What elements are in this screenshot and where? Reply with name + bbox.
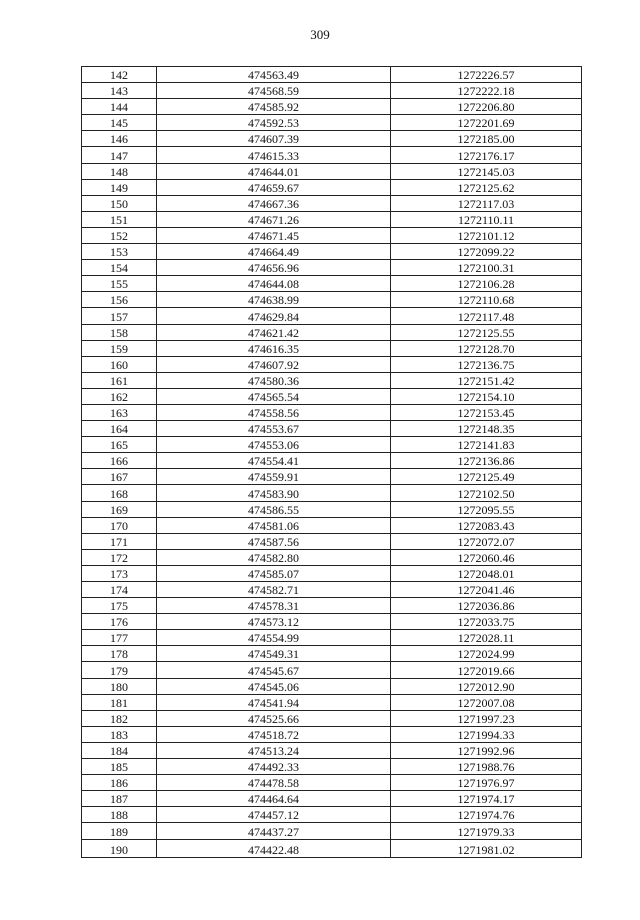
x-coordinate-cell: 474578.31 bbox=[157, 598, 391, 614]
point-number-cell: 159 bbox=[82, 340, 157, 356]
x-coordinate-cell: 474545.67 bbox=[157, 662, 391, 678]
y-coordinate-cell: 1272136.86 bbox=[391, 453, 582, 469]
x-coordinate-cell: 474644.08 bbox=[157, 276, 391, 292]
y-coordinate-cell: 1272128.70 bbox=[391, 340, 582, 356]
point-number-cell: 175 bbox=[82, 598, 157, 614]
point-number-cell: 166 bbox=[82, 453, 157, 469]
y-coordinate-cell: 1272019.66 bbox=[391, 662, 582, 678]
x-coordinate-cell: 474582.71 bbox=[157, 582, 391, 598]
y-coordinate-cell: 1272060.46 bbox=[391, 549, 582, 565]
table-row bbox=[82, 630, 582, 646]
y-coordinate-cell: 1272176.17 bbox=[391, 147, 582, 163]
table-row bbox=[82, 839, 582, 857]
y-coordinate-cell: 1272125.49 bbox=[391, 469, 582, 485]
x-coordinate-cell: 474553.06 bbox=[157, 437, 391, 453]
x-coordinate-cell: 474563.49 bbox=[157, 67, 391, 83]
y-coordinate-cell: 1272095.55 bbox=[391, 501, 582, 517]
point-number-cell: 183 bbox=[82, 726, 157, 742]
x-coordinate-cell: 474554.99 bbox=[157, 630, 391, 646]
point-number-cell: 168 bbox=[82, 485, 157, 501]
table-row bbox=[82, 276, 582, 292]
y-coordinate-cell: 1272117.03 bbox=[391, 195, 582, 211]
point-number-cell: 163 bbox=[82, 404, 157, 420]
x-coordinate-cell: 474559.91 bbox=[157, 469, 391, 485]
y-coordinate-cell: 1271992.96 bbox=[391, 742, 582, 758]
y-coordinate-cell: 1272136.75 bbox=[391, 356, 582, 372]
point-number-cell: 150 bbox=[82, 195, 157, 211]
x-coordinate-cell: 474422.48 bbox=[157, 839, 391, 857]
x-coordinate-cell: 474587.56 bbox=[157, 533, 391, 549]
table-row bbox=[82, 115, 582, 131]
y-coordinate-cell: 1271974.76 bbox=[391, 807, 582, 823]
y-coordinate-cell: 1272036.86 bbox=[391, 598, 582, 614]
x-coordinate-cell: 474565.54 bbox=[157, 388, 391, 404]
point-number-cell: 145 bbox=[82, 115, 157, 131]
x-coordinate-cell: 474671.45 bbox=[157, 227, 391, 243]
x-coordinate-cell: 474437.27 bbox=[157, 823, 391, 839]
table-row bbox=[82, 211, 582, 227]
y-coordinate-cell: 1272072.07 bbox=[391, 533, 582, 549]
table-row bbox=[82, 582, 582, 598]
x-coordinate-cell: 474664.49 bbox=[157, 244, 391, 260]
point-number-cell: 158 bbox=[82, 324, 157, 340]
x-coordinate-cell: 474667.36 bbox=[157, 195, 391, 211]
table-row bbox=[82, 195, 582, 211]
table-row bbox=[82, 324, 582, 340]
point-number-cell: 144 bbox=[82, 99, 157, 115]
y-coordinate-cell: 1271988.76 bbox=[391, 759, 582, 775]
table-row bbox=[82, 775, 582, 791]
y-coordinate-cell: 1271976.97 bbox=[391, 775, 582, 791]
point-number-cell: 169 bbox=[82, 501, 157, 517]
y-coordinate-cell: 1271979.33 bbox=[391, 823, 582, 839]
point-number-cell: 172 bbox=[82, 549, 157, 565]
x-coordinate-cell: 474478.58 bbox=[157, 775, 391, 791]
y-coordinate-cell: 1272110.68 bbox=[391, 292, 582, 308]
table-row bbox=[82, 598, 582, 614]
y-coordinate-cell: 1272153.45 bbox=[391, 404, 582, 420]
table-row bbox=[82, 726, 582, 742]
y-coordinate-cell: 1272185.00 bbox=[391, 131, 582, 147]
table-row bbox=[82, 308, 582, 324]
point-number-cell: 161 bbox=[82, 372, 157, 388]
table-row bbox=[82, 356, 582, 372]
table-row bbox=[82, 83, 582, 99]
table-row bbox=[82, 404, 582, 420]
x-coordinate-cell: 474607.92 bbox=[157, 356, 391, 372]
y-coordinate-cell: 1272024.99 bbox=[391, 646, 582, 662]
coordinate-table bbox=[81, 66, 582, 858]
point-number-cell: 156 bbox=[82, 292, 157, 308]
point-number-cell: 142 bbox=[82, 67, 157, 83]
point-number-cell: 177 bbox=[82, 630, 157, 646]
table-row bbox=[82, 340, 582, 356]
table-row bbox=[82, 131, 582, 147]
y-coordinate-cell: 1272154.10 bbox=[391, 388, 582, 404]
point-number-cell: 164 bbox=[82, 421, 157, 437]
x-coordinate-cell: 474644.01 bbox=[157, 163, 391, 179]
x-coordinate-cell: 474554.41 bbox=[157, 453, 391, 469]
y-coordinate-cell: 1272101.12 bbox=[391, 227, 582, 243]
y-coordinate-cell: 1272145.03 bbox=[391, 163, 582, 179]
table-row bbox=[82, 791, 582, 807]
y-coordinate-cell: 1271981.02 bbox=[391, 839, 582, 857]
point-number-cell: 181 bbox=[82, 694, 157, 710]
point-number-cell: 146 bbox=[82, 131, 157, 147]
x-coordinate-cell: 474549.31 bbox=[157, 646, 391, 662]
point-number-cell: 185 bbox=[82, 759, 157, 775]
point-number-cell: 149 bbox=[82, 179, 157, 195]
x-coordinate-cell: 474586.55 bbox=[157, 501, 391, 517]
x-coordinate-cell: 474607.39 bbox=[157, 131, 391, 147]
point-number-cell: 186 bbox=[82, 775, 157, 791]
point-number-cell: 167 bbox=[82, 469, 157, 485]
table-row bbox=[82, 163, 582, 179]
point-number-cell: 188 bbox=[82, 807, 157, 823]
table-row bbox=[82, 742, 582, 758]
x-coordinate-cell: 474492.33 bbox=[157, 759, 391, 775]
table-row bbox=[82, 147, 582, 163]
table-row bbox=[82, 227, 582, 243]
table-row bbox=[82, 421, 582, 437]
table-row bbox=[82, 759, 582, 775]
x-coordinate-cell: 474568.59 bbox=[157, 83, 391, 99]
point-number-cell: 180 bbox=[82, 678, 157, 694]
y-coordinate-cell: 1272102.50 bbox=[391, 485, 582, 501]
y-coordinate-cell: 1272012.90 bbox=[391, 678, 582, 694]
table-row bbox=[82, 614, 582, 630]
point-number-cell: 155 bbox=[82, 276, 157, 292]
table-row bbox=[82, 807, 582, 823]
y-coordinate-cell: 1272206.80 bbox=[391, 99, 582, 115]
x-coordinate-cell: 474580.36 bbox=[157, 372, 391, 388]
y-coordinate-cell: 1272033.75 bbox=[391, 614, 582, 630]
x-coordinate-cell: 474585.07 bbox=[157, 565, 391, 581]
page-number: 309 bbox=[310, 27, 330, 42]
y-coordinate-cell: 1272110.11 bbox=[391, 211, 582, 227]
point-number-cell: 173 bbox=[82, 565, 157, 581]
y-coordinate-cell: 1272148.35 bbox=[391, 421, 582, 437]
y-coordinate-cell: 1272125.55 bbox=[391, 324, 582, 340]
table-row bbox=[82, 99, 582, 115]
point-number-cell: 147 bbox=[82, 147, 157, 163]
table-row bbox=[82, 437, 582, 453]
x-coordinate-cell: 474558.56 bbox=[157, 404, 391, 420]
x-coordinate-cell: 474513.24 bbox=[157, 742, 391, 758]
table-row bbox=[82, 372, 582, 388]
point-number-cell: 182 bbox=[82, 710, 157, 726]
x-coordinate-cell: 474581.06 bbox=[157, 517, 391, 533]
y-coordinate-cell: 1272201.69 bbox=[391, 115, 582, 131]
point-number-cell: 151 bbox=[82, 211, 157, 227]
x-coordinate-cell: 474671.26 bbox=[157, 211, 391, 227]
y-coordinate-cell: 1271994.33 bbox=[391, 726, 582, 742]
x-coordinate-cell: 474615.33 bbox=[157, 147, 391, 163]
x-coordinate-cell: 474585.92 bbox=[157, 99, 391, 115]
x-coordinate-cell: 474545.06 bbox=[157, 678, 391, 694]
x-coordinate-cell: 474553.67 bbox=[157, 421, 391, 437]
point-number-cell: 157 bbox=[82, 308, 157, 324]
y-coordinate-cell: 1272117.48 bbox=[391, 308, 582, 324]
point-number-cell: 189 bbox=[82, 823, 157, 839]
table-row bbox=[82, 565, 582, 581]
point-number-cell: 184 bbox=[82, 742, 157, 758]
point-number-cell: 174 bbox=[82, 582, 157, 598]
x-coordinate-cell: 474621.42 bbox=[157, 324, 391, 340]
y-coordinate-cell: 1271997.23 bbox=[391, 710, 582, 726]
table-row bbox=[82, 244, 582, 260]
table-row bbox=[82, 823, 582, 839]
y-coordinate-cell: 1272007.08 bbox=[391, 694, 582, 710]
point-number-cell: 143 bbox=[82, 83, 157, 99]
y-coordinate-cell: 1272106.28 bbox=[391, 276, 582, 292]
x-coordinate-cell: 474457.12 bbox=[157, 807, 391, 823]
point-number-cell: 165 bbox=[82, 437, 157, 453]
point-number-cell: 187 bbox=[82, 791, 157, 807]
x-coordinate-cell: 474638.99 bbox=[157, 292, 391, 308]
y-coordinate-cell: 1271974.17 bbox=[391, 791, 582, 807]
table-row bbox=[82, 67, 582, 83]
y-coordinate-cell: 1272222.18 bbox=[391, 83, 582, 99]
table-row bbox=[82, 292, 582, 308]
y-coordinate-cell: 1272226.57 bbox=[391, 67, 582, 83]
y-coordinate-cell: 1272083.43 bbox=[391, 517, 582, 533]
point-number-cell: 170 bbox=[82, 517, 157, 533]
point-number-cell: 153 bbox=[82, 244, 157, 260]
x-coordinate-cell: 474582.80 bbox=[157, 549, 391, 565]
point-number-cell: 171 bbox=[82, 533, 157, 549]
x-coordinate-cell: 474629.84 bbox=[157, 308, 391, 324]
y-coordinate-cell: 1272041.46 bbox=[391, 582, 582, 598]
x-coordinate-cell: 474518.72 bbox=[157, 726, 391, 742]
coordinate-table-body bbox=[82, 67, 582, 858]
point-number-cell: 178 bbox=[82, 646, 157, 662]
table-row bbox=[82, 453, 582, 469]
point-number-cell: 154 bbox=[82, 260, 157, 276]
point-number-cell: 162 bbox=[82, 388, 157, 404]
point-number-cell: 160 bbox=[82, 356, 157, 372]
y-coordinate-cell: 1272048.01 bbox=[391, 565, 582, 581]
x-coordinate-cell: 474525.66 bbox=[157, 710, 391, 726]
y-coordinate-cell: 1272100.31 bbox=[391, 260, 582, 276]
x-coordinate-cell: 474592.53 bbox=[157, 115, 391, 131]
table-row bbox=[82, 179, 582, 195]
point-number-cell: 152 bbox=[82, 227, 157, 243]
table-row bbox=[82, 517, 582, 533]
table-row bbox=[82, 662, 582, 678]
x-coordinate-cell: 474616.35 bbox=[157, 340, 391, 356]
y-coordinate-cell: 1272141.83 bbox=[391, 437, 582, 453]
point-number-cell: 176 bbox=[82, 614, 157, 630]
y-coordinate-cell: 1272028.11 bbox=[391, 630, 582, 646]
table-row bbox=[82, 469, 582, 485]
y-coordinate-cell: 1272099.22 bbox=[391, 244, 582, 260]
table-row bbox=[82, 549, 582, 565]
table-row bbox=[82, 533, 582, 549]
table-row bbox=[82, 678, 582, 694]
x-coordinate-cell: 474541.94 bbox=[157, 694, 391, 710]
x-coordinate-cell: 474659.67 bbox=[157, 179, 391, 195]
x-coordinate-cell: 474583.90 bbox=[157, 485, 391, 501]
table-row bbox=[82, 646, 582, 662]
table-row bbox=[82, 485, 582, 501]
x-coordinate-cell: 474656.96 bbox=[157, 260, 391, 276]
table-row bbox=[82, 260, 582, 276]
table-row bbox=[82, 388, 582, 404]
table-row bbox=[82, 501, 582, 517]
x-coordinate-cell: 474573.12 bbox=[157, 614, 391, 630]
table-row bbox=[82, 710, 582, 726]
point-number-cell: 148 bbox=[82, 163, 157, 179]
point-number-cell: 179 bbox=[82, 662, 157, 678]
y-coordinate-cell: 1272151.42 bbox=[391, 372, 582, 388]
table-row bbox=[82, 694, 582, 710]
y-coordinate-cell: 1272125.62 bbox=[391, 179, 582, 195]
x-coordinate-cell: 474464.64 bbox=[157, 791, 391, 807]
point-number-cell: 190 bbox=[82, 839, 157, 857]
